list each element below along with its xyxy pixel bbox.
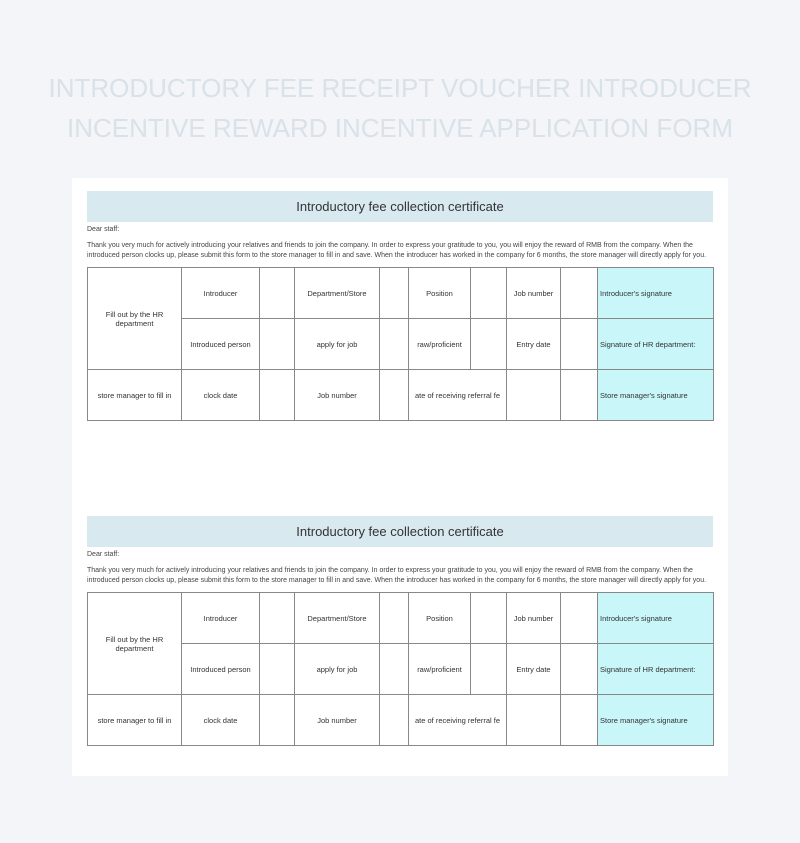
label-raw-proficient: raw/proficient: [409, 644, 471, 695]
store-manager-signature[interactable]: Store manager's signature: [598, 695, 714, 746]
field-raw-proficient[interactable]: [471, 644, 507, 695]
field-job-number-2[interactable]: [380, 695, 409, 746]
field-position[interactable]: [471, 268, 507, 319]
hr-section-label: Fill out by the HR department: [88, 593, 182, 695]
introducer-signature[interactable]: Introducer's signature: [598, 268, 714, 319]
field-blank[interactable]: [561, 695, 598, 746]
label-apply-for-job: apply for job: [295, 319, 380, 370]
field-introduced-person[interactable]: [260, 319, 295, 370]
field-referral-fee-date[interactable]: [507, 370, 561, 421]
field-entry-date[interactable]: [561, 644, 598, 695]
form-header: Introductory fee collection certificate: [87, 191, 713, 222]
field-department[interactable]: [380, 268, 409, 319]
label-job-number-2: Job number: [295, 370, 380, 421]
label-job-number: Job number: [507, 268, 561, 319]
field-referral-fee-date[interactable]: [507, 695, 561, 746]
field-introducer[interactable]: [260, 268, 295, 319]
label-department: Department/Store: [295, 593, 380, 644]
label-raw-proficient: raw/proficient: [409, 319, 471, 370]
hr-signature[interactable]: Signature of HR department:: [598, 644, 714, 695]
label-position: Position: [409, 268, 471, 319]
hr-section-label: Fill out by the HR department: [88, 268, 182, 370]
field-job-number[interactable]: [561, 268, 598, 319]
store-section-label: store manager to fill in: [88, 695, 182, 746]
label-introduced-person: Introduced person: [182, 644, 260, 695]
label-job-number-2: Job number: [295, 695, 380, 746]
field-job-number-2[interactable]: [380, 370, 409, 421]
label-apply-for-job: apply for job: [295, 644, 380, 695]
label-entry-date: Entry date: [507, 644, 561, 695]
form-instructions: Thank you very much for actively introducing your relatives and friends to join the company. In order to express your gratitude to you, you will enjoy the reward of RMB from the company. When the introduced person clocks up, please submit this form to the store manager to fill in and save. When the introducer has worked in the company for 6 months, the store manager will directly apply for you.: [87, 567, 707, 584]
field-clock-date[interactable]: [260, 370, 295, 421]
label-department: Department/Store: [295, 268, 380, 319]
label-referral-fee-date: ate of receiving referral fe: [409, 370, 507, 421]
label-job-number: Job number: [507, 593, 561, 644]
field-clock-date[interactable]: [260, 695, 295, 746]
label-position: Position: [409, 593, 471, 644]
label-entry-date: Entry date: [507, 319, 561, 370]
form-header: Introductory fee collection certificate: [87, 516, 713, 547]
certificate-form-2: [87, 516, 713, 746]
field-apply-for-job[interactable]: [380, 644, 409, 695]
form-table: [87, 592, 714, 746]
label-clock-date: clock date: [182, 370, 260, 421]
form-instructions: Thank you very much for actively introducing your relatives and friends to join the company. In order to express your gratitude to you, you will enjoy the reward of RMB from the company. When the introduced person clocks up, please submit this form to the store manager to fill in and save. When the introducer has worked in the company for 6 months, the store manager will directly apply for you.: [87, 242, 707, 259]
label-referral-fee-date: ate of receiving referral fe: [409, 695, 507, 746]
label-clock-date: clock date: [182, 695, 260, 746]
field-raw-proficient[interactable]: [471, 319, 507, 370]
field-position[interactable]: [471, 593, 507, 644]
form-card: [72, 178, 728, 776]
label-introducer: Introducer: [182, 593, 260, 644]
form-table: [87, 267, 714, 421]
field-blank[interactable]: [561, 370, 598, 421]
field-introduced-person[interactable]: [260, 644, 295, 695]
certificate-form-1: [87, 191, 713, 421]
greeting: Dear staff:: [87, 551, 120, 558]
page-title: INTRODUCTORY FEE RECEIPT VOUCHER INTRODUCER INCENTIVE REWARD INCENTIVE APPLICATION FORM: [48, 73, 752, 143]
hr-signature[interactable]: Signature of HR department:: [598, 319, 714, 370]
field-entry-date[interactable]: [561, 319, 598, 370]
field-job-number[interactable]: [561, 593, 598, 644]
label-introduced-person: Introduced person: [182, 319, 260, 370]
field-apply-for-job[interactable]: [380, 319, 409, 370]
field-introducer[interactable]: [260, 593, 295, 644]
introducer-signature[interactable]: Introducer's signature: [598, 593, 714, 644]
label-introducer: Introducer: [182, 268, 260, 319]
store-manager-signature[interactable]: Store manager's signature: [598, 370, 714, 421]
greeting: Dear staff:: [87, 226, 120, 233]
store-section-label: store manager to fill in: [88, 370, 182, 421]
field-department[interactable]: [380, 593, 409, 644]
